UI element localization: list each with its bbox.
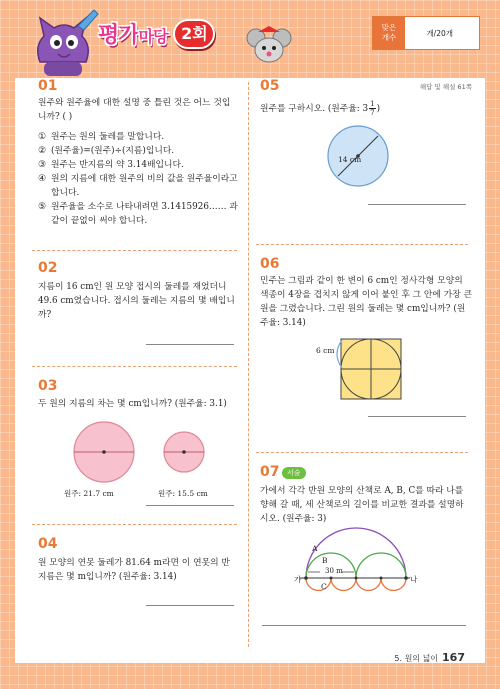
option-4-mark: ④ [38,174,46,184]
option-2-text: (원주율)=(원주)÷(지름)입니다. [51,146,175,156]
question-number-06: 06 [260,256,280,272]
question-02-text: 지름이 16 cm인 원 모양 접시의 둘레를 재었더니 49.6 cm였습니다. 접시의 둘레는 지름의 몇 배입니까? [38,282,235,320]
question-07-text: 가에서 각각 반원 모양의 산책로 A, B, C를 따라 나를 향해 갈 때, 세 산책로의 길이를 비교한 결과를 설명하시오. (원주율: 3) [260,486,464,524]
page-footer [394,651,465,664]
option-2[interactable] [38,144,238,158]
semicircle-paths-figure [296,528,414,598]
divider-q5 [256,244,468,245]
question-number-07: 07 [260,464,280,480]
answer-reference: 해답 및 해설 61쪽 [419,83,472,91]
answer-line-03[interactable] [146,505,234,506]
score-box [372,16,480,50]
round-badge: 2회 [173,19,215,49]
score-label-line2: 개수 [381,33,397,42]
option-1[interactable] [38,130,238,144]
circle-figure-small [162,430,206,474]
fraction-denominator: 7 [370,109,375,117]
square-circle-figure [340,338,402,400]
question-03-text: 두 원의 지름의 차는 몇 cm입니까? (원주율: 3.1) [38,399,227,409]
page-number: 167 [442,651,465,664]
circle2-label: 원주: 15.5 cm [158,489,208,498]
score-label-line1: 맞은 [381,23,397,32]
path-C-label: C [321,582,327,591]
question-05-suffix: ) [376,103,381,114]
option-5-mark: ⑤ [38,202,46,212]
divider-q1 [32,250,237,251]
score-label [373,17,405,49]
option-1-text: 원주는 원의 둘레를 말합니다. [51,132,165,142]
path-A-label: A [312,544,318,553]
answer-line-07[interactable] [262,625,466,626]
start-point-label: 가 [294,575,302,584]
option-3[interactable] [38,158,238,172]
circle-figure-large [72,420,136,484]
title-text [98,18,167,49]
question-number-05: 05 [260,78,280,94]
q5-diameter-label: 14 cm [338,155,362,164]
path-B-label: B [322,556,328,565]
question-01-text [38,96,238,228]
column-divider [248,82,249,647]
answer-line-02[interactable] [146,344,234,345]
end-point-label: 나 [410,575,418,584]
pencil-tag-icon: 서술 [282,467,306,479]
option-4[interactable] [38,172,238,200]
option-3-text: 원주는 반지름의 약 3.14배입니다. [51,160,184,170]
question-number-01: 01 [38,78,58,94]
title-part2: 마당 [138,27,168,46]
option-2-mark: ② [38,146,46,156]
mouse-mascot-icon [244,26,294,70]
question-number-02: 02 [38,260,58,276]
fraction [369,100,375,117]
question-04-text: 원 모양의 연못 둘레가 81.64 m라면 이 연못의 반지름은 몇 m입니까? (원주율: 3.14) [38,558,230,582]
option-4-text: 원의 지름에 대한 원주의 비의 값을 원주율이라고 합니다. [51,174,238,198]
title-part1: 평가 [98,23,139,48]
score-value[interactable]: 개/20개 [426,28,453,38]
distance-label: 30 m [325,567,343,575]
question-06-text: 민주는 그림과 같이 한 변이 6 cm인 정사각형 모양의 색종이 4장을 겹치지 않게 이어 붙인 후 그 안에 가장 큰 원을 그렸습니다. 그린 원의 둘레는 몇 cm입니까? (원주율: 3.14) [260,276,473,328]
chapter-label: 5. 원의 넓이 [394,654,439,663]
divider-q2 [32,366,237,367]
question-05-prefix: 원주를 구하시오. (원주율: 3 [260,103,369,114]
circle1-label: 원주: 21.7 cm [64,489,114,498]
option-1-mark: ① [38,132,46,142]
question-01-prompt: 원주와 원주율에 대한 설명 중 틀린 것은 어느 것입니까? ( ) [38,98,231,122]
question-number-03: 03 [38,378,58,394]
divider-q6 [256,452,468,453]
question-05-text [260,100,470,117]
answer-line-04[interactable] [146,605,234,606]
option-5[interactable] [38,200,238,228]
worksheet-title [98,18,215,49]
question-number-04: 04 [38,536,58,552]
answer-line-06[interactable] [368,416,466,417]
option-5-text: 원주율을 소수로 나타내려면 3.1415926…… 과 같이 끝없이 써야 합니다. [51,202,238,226]
q6-side-label: 6 cm [316,346,335,355]
divider-q3 [32,524,237,525]
fraction-numerator: 1 [370,100,375,108]
cat-mascot-icon [30,6,100,78]
answer-line-05[interactable] [368,204,466,205]
option-3-mark: ③ [38,160,46,170]
